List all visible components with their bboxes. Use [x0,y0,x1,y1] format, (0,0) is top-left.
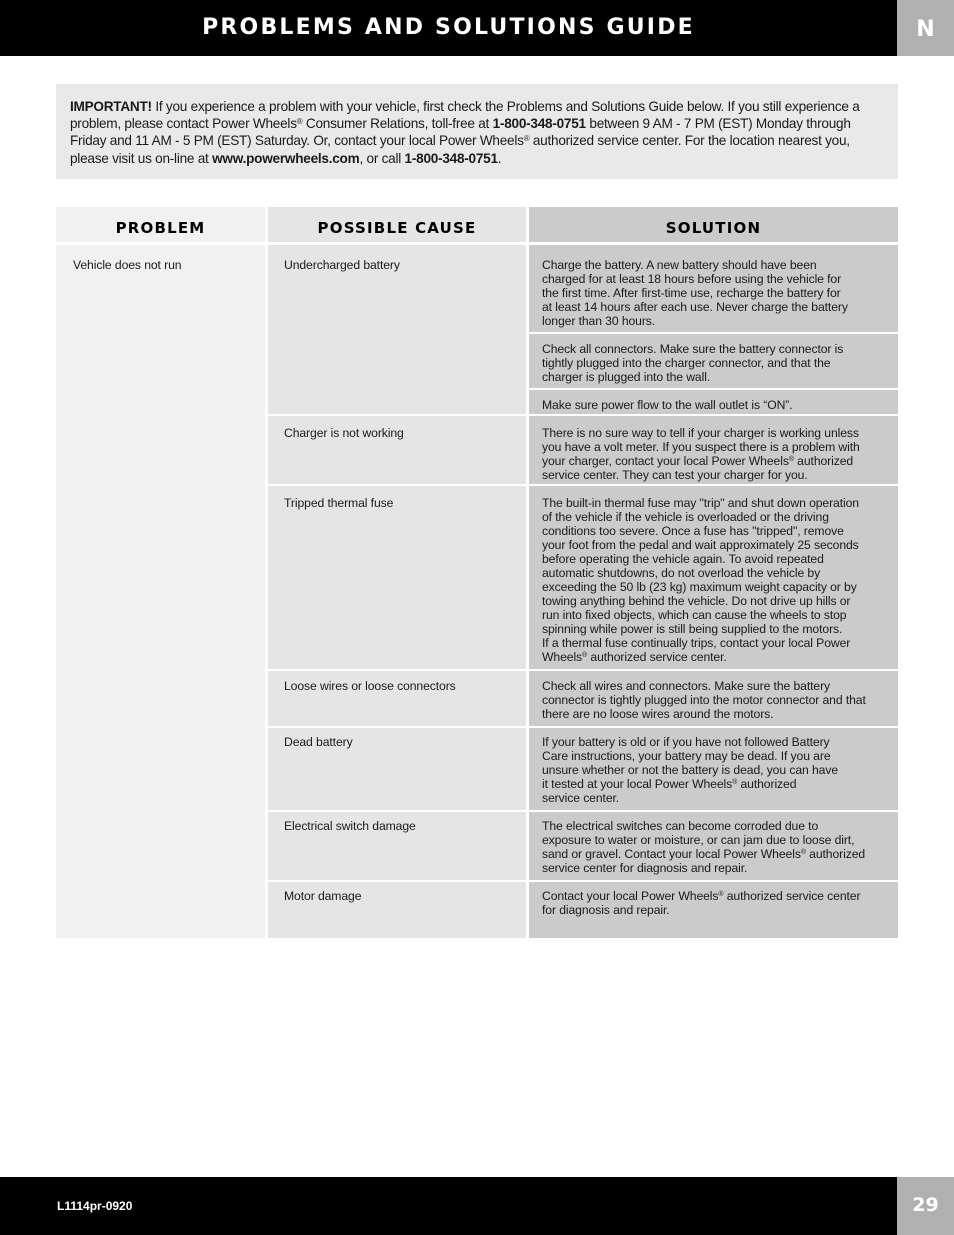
solution-line: Check all wires and connectors. Make sure the battery [542,679,831,693]
cause-cell: Loose wires or loose connectors [284,679,456,693]
section-tab-label: N [916,17,935,42]
solution-cell [542,398,890,412]
solution-line: Wheels® authorized service center. [542,650,727,664]
registered-mark: ® [582,652,588,659]
notice-label: IMPORTANT! [70,99,152,114]
solution-line: Make sure power flow to the wall outlet is “ON”. [542,398,793,412]
header-problem: PROBLEM [115,219,206,237]
header-possible-cause: POSSIBLE CAUSE [317,219,477,237]
solution-line: your charger, contact your local Power Wheels® authorized [542,454,854,468]
solution-line: service center for diagnosis and repair. [542,861,748,875]
solution-line: you have a volt meter. If you suspect there is a problem with [542,440,860,454]
solution-line: service center. They can test your charger for you. [542,468,808,482]
solution-cell [542,426,890,482]
solution-line: it tested at your local Power Wheels® authorized [542,777,797,791]
cause-cell: Motor damage [284,889,362,903]
solution-line: unsure whether or not the battery is dead, you can have [542,763,838,777]
solution-line: If your battery is old or if you have not followed Battery [542,735,830,749]
solution-cell [542,679,890,721]
solution-line: there are no loose wires around the motors. [542,707,774,721]
notice-text-6: . [497,150,502,166]
column-divider [526,207,529,938]
solution-line: service center. [542,791,620,805]
solution-cell [542,496,890,664]
solution-line: of the vehicle if the vehicle is overloaded or the driving [542,510,829,524]
notice-phone: 1-800-348-0751 [492,116,586,132]
document-code: L1114pr-0920 [57,1199,133,1213]
registered-mark: ® [296,117,303,127]
solution-line: connector is tightly plugged into the motor connector and that [542,693,866,707]
problems-solutions-table [56,207,898,938]
registered-mark: ® [718,891,724,898]
solution-line: run into fixed objects, which can cause the wheels to stop [542,608,847,622]
solution-line: charger is plugged into the wall. [542,370,711,384]
solution-line: exposure to water or moisture, or can jam due to loose dirt, [542,833,855,847]
row-divider [268,726,898,728]
important-notice [56,84,898,179]
solution-line: There is no sure way to tell if your charger is working unless [542,426,859,440]
solution-line: tightly plugged into the charger connector, and that the [542,356,831,370]
notice-phone-2: 1-800-348-0751 [404,150,498,166]
solution-line: Check all connectors. Make sure the battery connector is [542,342,844,356]
problem-cell: Vehicle does not run [73,258,182,272]
cause-cell: Dead battery [284,735,353,749]
registered-mark: ® [800,849,806,856]
cause-cell: Tripped thermal fuse [284,496,394,510]
registered-mark: ® [732,779,738,786]
solution-line: spinning while power is still being supplied to the motors. [542,622,843,636]
solution-line: Charge the battery. A new battery should have been [542,258,817,272]
page-number: 29 [912,1194,939,1216]
row-divider [268,414,898,416]
solution-line: your foot from the pedal and wait approximately 25 seconds [542,538,859,552]
solution-line: The built-in thermal fuse may "trip" and shut down operation [542,496,859,510]
solution-cell [542,258,890,328]
page-title: PROBLEMS AND SOLUTIONS GUIDE [202,15,695,40]
solution-line: The electrical switches can become corroded due to [542,819,819,833]
row-divider [268,669,898,671]
page-number-tab [897,1177,954,1235]
solution-line: Contact your local Power Wheels® authorized service center [542,889,861,903]
notice-text-2: Consumer Relations, toll-free at [302,116,493,132]
section-tab [897,0,954,56]
solution-line: longer than 30 hours. [542,314,656,328]
header-divider [56,242,898,245]
solution-cell [542,889,890,917]
column-divider [265,207,268,938]
registered-mark: ® [788,456,794,463]
solution-cell [542,735,890,805]
solution-line: Care instructions, your battery may be dead. If you are [542,749,831,763]
solution-line: If a thermal fuse continually trips, contact your local Power [542,636,851,650]
solution-line: towing anything behind the vehicle. Do not drive up hills or [542,594,851,608]
header-bar [0,0,897,56]
notice-text-5: , or call [359,150,405,166]
notice-text-4: authorized service center. For the location nearest you, please visit us on-line at [70,133,850,166]
solution-line: before operating the vehicle again. To avoid repeated [542,552,824,566]
cause-cell: Electrical switch damage [284,819,416,833]
notice-text-3: between 9 AM - 7 PM (EST) Monday through Friday and 11 AM - 5 PM (EST) Saturday. Or, contact your local Power Wheels [70,116,851,149]
solution-line: the first time. After first-time use, recharge the battery for [542,286,841,300]
solution-line: charged for at least 18 hours before using the vehicle for [542,272,842,286]
solution-cell [542,819,890,875]
cause-cell: Charger is not working [284,426,404,440]
row-divider [268,484,898,486]
footer-bar [0,1177,897,1235]
solution-cell [542,342,890,384]
problem-column [56,207,265,938]
solution-line: conditions too severe. Once a fuse has "tripped", remove [542,524,844,538]
header-solution: SOLUTION [665,219,762,237]
solution-line: at least 14 hours after each use. Never charge the battery [542,300,848,314]
solution-line: automatic shutdowns, do not overload the vehicle by [542,566,821,580]
row-divider [268,810,898,812]
solution-divider [529,332,898,334]
cause-cell: Undercharged battery [284,258,400,272]
solution-line: exceeding the 50 lb (23 kg) maximum weight capacity or by [542,580,857,594]
notice-text-1: If you experience a problem with your vehicle, first check the Problems and Solutions Guide below. If you still experience a problem, please contact Power Wheels [70,99,860,132]
registered-mark: ® [523,134,530,144]
notice-website: www.powerwheels.com [212,150,360,166]
solution-line: sand or gravel. Contact your local Power Wheels® authorized [542,847,866,861]
row-divider [268,880,898,882]
solution-divider [529,388,898,390]
solution-line: for diagnosis and repair. [542,903,670,917]
